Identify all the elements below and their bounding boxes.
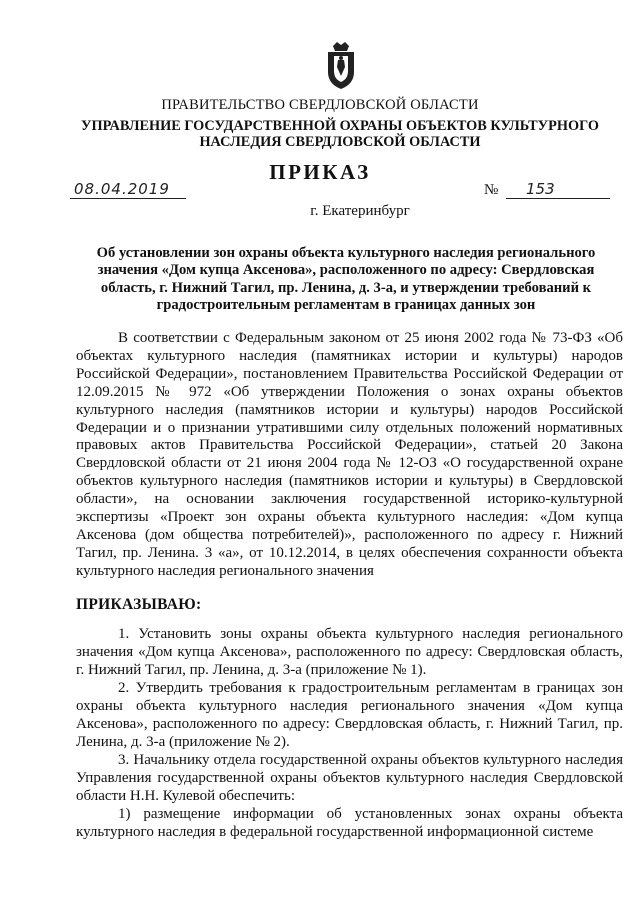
government-name: ПРАВИТЕЛЬСТВО СВЕРДЛОВСКОЙ ОБЛАСТИ [161, 97, 479, 113]
order-item-1: 1. Установить зоны охраны объекта культурного наследия регионального значения «Дом купца Аксенова», расположенного по адресу: Свердловская область, г. Нижний Тагил, пр. Ленина, д. 3-а (приложение № 1). [76, 626, 623, 678]
city: г. Екатеринбург [310, 203, 410, 219]
order-subitem-1: 1) размещение информации об установленных зонах охраны объекта культурного наследия в федеральной государственной информационной системе [76, 806, 623, 840]
order-item-3: 3. Начальнику отдела государственной охраны объектов культурного наследия Управления государственной охраны объектов культурного наследия Свердловской области Н.Н. Кулевой обеспечить: [76, 752, 623, 804]
coat-of-arms-icon [323, 40, 359, 90]
document-type: ПРИКАЗ [269, 160, 371, 184]
number-label: № [484, 182, 499, 198]
document-date: 08.04.2019 [70, 180, 186, 199]
preamble-paragraph: В соответствии с Федеральным законом от 25 июня 2002 года № 73-ФЗ «Об объектах культурного наследия (памятниках истории и культуры) народов Российской Федерации», постановлением Правительства Российской Федерации от 12.09.2015 № 972 «Об утверждении Положения о зонах охраны объектов культурного наследия (памятников истории и культуры) народов Российской Федерации и о признании утратившими силу отдельных положений нормативных правовых актов Правительства Российской Федерации», статьей 20 Закона Свердловской области от 21 июня 2004 года № 12-ОЗ «О государственной охране объектов культурного наследия (памятников истории и культуры) в Свердловской области», на основании заключения государственной историко-культурной экспертизы «Проект зон охраны объекта культурного наследия: «Дом купца Аксенова (дом общества потребителей)», расположенного по адресу г. Нижний Тагил, пр. Ленина. 3 «а», от 10.12.2014, в целях обеспечения сохранности объекта культурного наследия регионального значения [76, 330, 623, 579]
order-item-2: 2. Утвердить требования к градостроительным регламентам в границах зон охраны объекта культурного наследия регионального значения «Дом купца Аксенова», расположенного по адресу: Свердловская область, г. Нижний Тагил, пр. Ленина, д. 3-а (приложение № 2). [76, 680, 623, 750]
document-number: 153 [506, 180, 610, 199]
document-title: Об установлении зон охраны объекта культурного наследия регионального значения «Дом купца Аксенова», расположенного по адресу: Свердловская область, г. Нижний Тагил, пр. Ленина, д. 3-а, и утверждении требований к градостроительным регламентам в границах данных зон [96, 245, 596, 314]
orders-heading: ПРИКАЗЫВАЮ: [76, 596, 202, 613]
department-name: УПРАВЛЕНИЕ ГОСУДАРСТВЕННОЙ ОХРАНЫ ОБЪЕКТОВ КУЛЬТУРНОГО НАСЛЕДИЯ СВЕРДЛОВСКОЙ ОБЛАСТИ [81, 118, 599, 150]
